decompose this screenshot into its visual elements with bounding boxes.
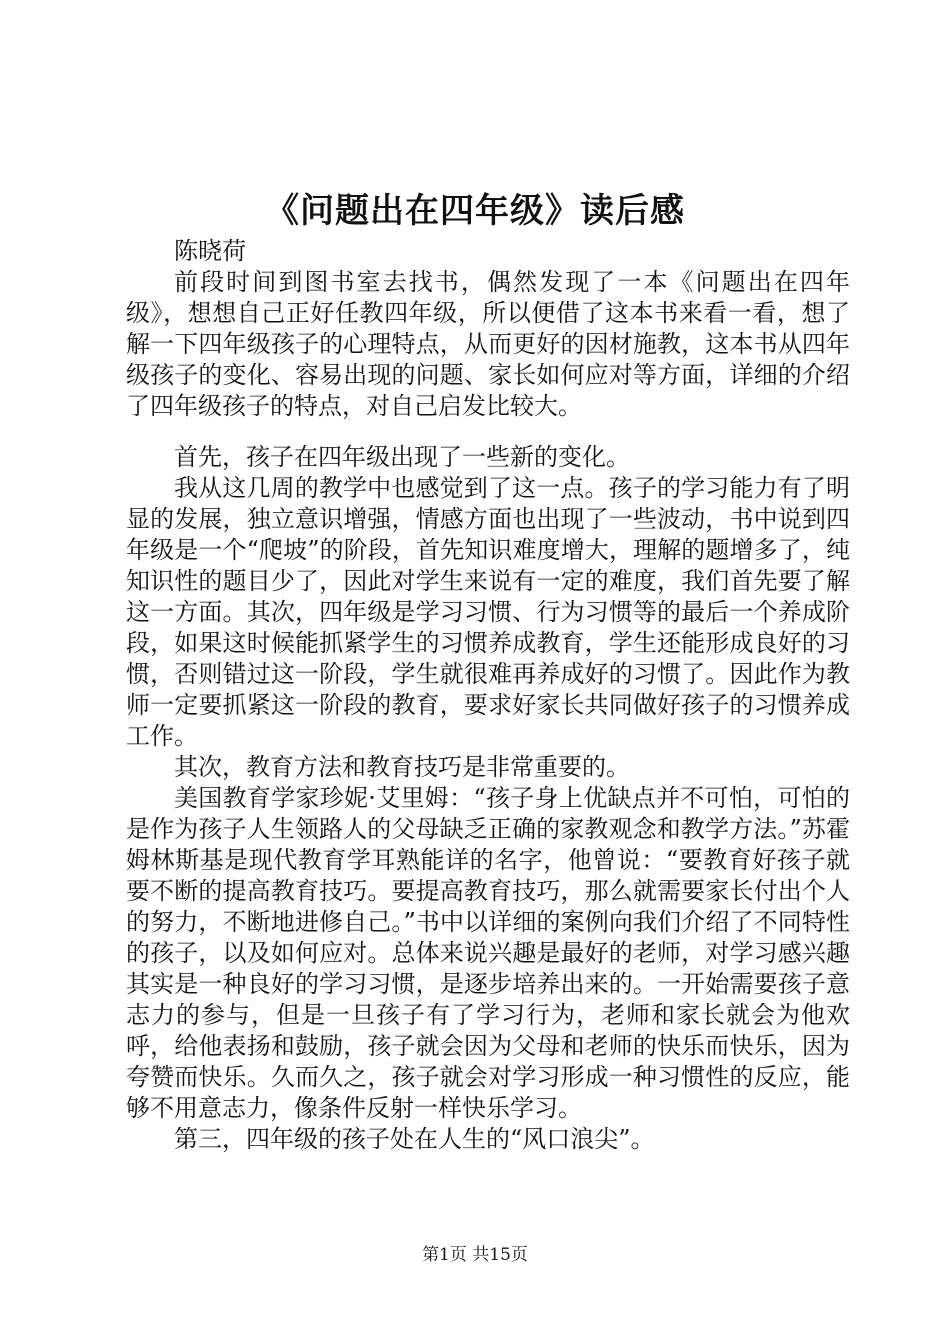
page-footer: 第1页 共15页 [422,1245,528,1265]
document-body [126,236,850,1155]
paragraph-third-point: 第三，四年级的孩子处在人生的“风口浪尖”。 [174,1125,655,1153]
paragraph-intro: 前段时间到图书室去找书，偶然发现了一本《问题出在四年级》，想想自己正好任教四年级，所以便借了这本书来看一看，想了解一下四年级孩子的心理特点，从而更好的因材施教，这本书从四年级孩子的变化、容易出现的问题、家长如何应对等方面，详细的介绍了四年级孩子的特点，对自己启发比较大。 [126,268,850,420]
paragraph-first-detail: 我从这几周的教学中也感觉到了这一点。孩子的学习能力有了明显的发展，独立意识增强，情感方面也出现了一些波动，书中说到四年级是一个“爬坡”的阶段，首先知识难度增大，理解的题增多了，纯知识性的题目少了，因此对学生来说有一定的难度，我们首先要了解这一方面。其次，四年级是学习习惯、行为习惯等的最后一个养成阶段，如果这时候能抓紧学生的习惯养成教育，学生还能形成良好的习惯，否则错过这一阶段，学生就很难再养成好的习惯了。因此作为教师一定要抓紧这一阶段的教育，要求好家长共同做好孩子的习惯养成工作。 [126,474,850,750]
paragraph-first-point: 首先，孩子在四年级出现了一些新的变化。 [174,443,630,471]
document-title: 《问题出在四年级》读后感 [265,191,685,231]
author-line: 陈晓荷 [174,237,246,265]
paragraph-second-point: 其次，教育方法和教育技巧是非常重要的。 [174,753,630,781]
paragraph-second-detail: 美国教育学家珍妮·艾里姆：“孩子身上优缺点并不可怕，可怕的是作为孩子人生领路人的父母缺乏正确的家教观念和教学方法。”苏霍姆林斯基是现代教育学耳熟能详的名字，他曾说：“要教育好孩子就要不断的提高教育技巧。要提高教育技巧，那么就需要家长付出个人的努力，不断地进修自己。”书中以详细的案例向我们介绍了不同特性的孩子，以及如何应对。总体来说兴趣是最好的老师，对学习感兴趣其实是一种良好的学习习惯，是逐步培养出来的。一开始需要孩子意志力的参与，但是一旦孩子有了学习行为，老师和家长就会为他欢呼，给他表扬和鼓励，孩子就会因为父母和老师的快乐而快乐，因为夸赞而快乐。久而久之，孩子就会对学习形成一种习惯性的反应，能够不用意志力，像条件反射一样快乐学习。 [126,784,850,1122]
